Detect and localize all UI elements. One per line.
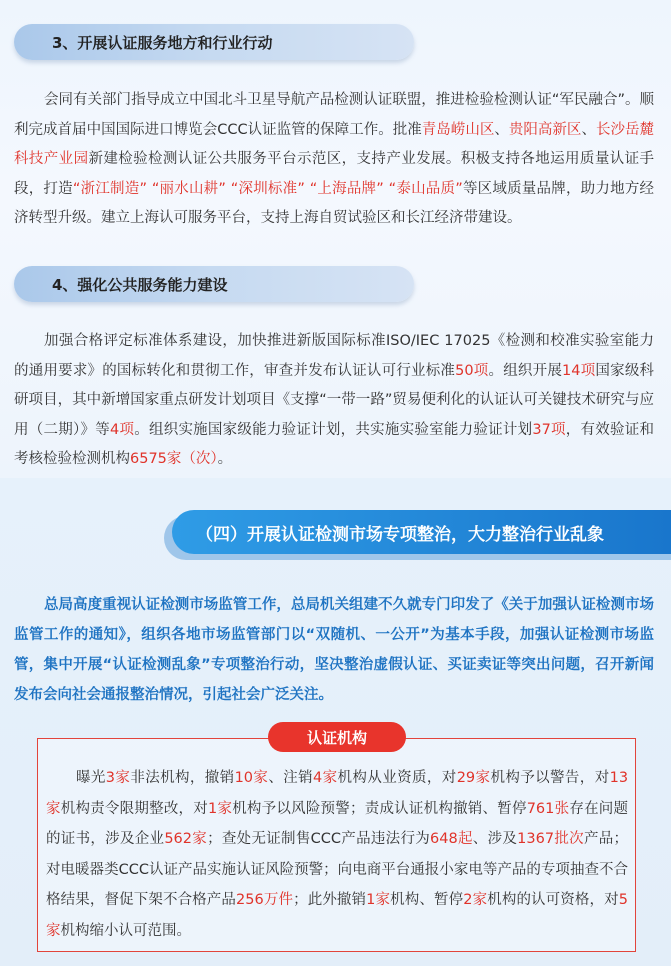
highlighted-figure: 长沙岳麓科技产业园 bbox=[14, 121, 655, 167]
highlighted-figure: 3家 bbox=[105, 770, 131, 786]
highlighted-figure: 50项 bbox=[455, 362, 489, 379]
text-segment: 、 bbox=[494, 121, 509, 138]
highlighted-figure: “上海品牌” bbox=[309, 180, 384, 197]
highlighted-figure: “浙江制造” bbox=[72, 180, 147, 197]
highlighted-figure: 13家 bbox=[46, 770, 629, 817]
cert-body-paragraph bbox=[46, 763, 628, 946]
highlighted-figure: 648起 bbox=[430, 831, 473, 847]
highlighted-figure: 4项 bbox=[109, 421, 135, 438]
text-segment: 、注销 bbox=[268, 770, 314, 786]
text-segment: 。 bbox=[217, 451, 233, 467]
section-3-title: 3、开展认证服务地方和行业行动 bbox=[52, 34, 273, 52]
section-4-paragraph bbox=[14, 327, 654, 475]
highlighted-figure: 10家 bbox=[234, 770, 269, 786]
highlighted-figure: 29家 bbox=[456, 770, 491, 786]
text-segment: 会同有关部门指导成立中国北斗卫星导航产品检测认证联盟，推进检验检测认证“军民融合”。顺利完成首届中国国际进口博览会CCC认证监管的保障工作。批准 bbox=[14, 92, 654, 138]
highlighted-figure: 2家 bbox=[463, 892, 488, 908]
highlighted-figure: 256万件 bbox=[236, 892, 294, 908]
highlighted-figure: 青岛崂山区 bbox=[421, 121, 495, 138]
text-segment: 等区域质量品牌，助力地方经济转型升级。建立上海认可服务平台，支持上海自贸试验区和长江经济带建设。 bbox=[14, 180, 655, 226]
text-segment: 。组织开展 bbox=[488, 362, 563, 379]
cert-body-label-text: 认证机构 bbox=[306, 729, 367, 747]
text-segment: 机构从业资质，对 bbox=[337, 770, 457, 786]
text-segment: 、 bbox=[581, 121, 596, 138]
highlighted-figure: 6575家（次） bbox=[130, 451, 218, 467]
part-4-intro: 总局高度重视认证检测市场监管工作，总局机关组建不久就专门印发了《关于加强认证检测市场监管工作的通知》，组织各地市场监管部门以“双随机、一公开”为基本手段，加强认证检测市场监管，集中开展“认证检测乱象”专项整治行动，坚决整治虚假认证、买证卖证等突出问题，召开新闻发布会向社会通报整治情况，引起社会广泛关注。 bbox=[14, 597, 654, 703]
highlighted-figure: 1家 bbox=[208, 800, 233, 817]
cert-body-label bbox=[268, 722, 406, 752]
highlighted-figure: 761张 bbox=[526, 800, 570, 817]
text-segment: 新建检验检测认证公共服务平台示范区，支持产业发展。积极支持各地运用质量认证手段，打造 bbox=[14, 151, 655, 197]
text-segment: ，有效验证和考核检验检测机构 bbox=[14, 421, 655, 467]
text-segment: 机构责令限期整改，对 bbox=[60, 800, 208, 817]
text-segment: 存在问题的证书，涉及企业 bbox=[46, 800, 629, 847]
text-segment: 、涉及 bbox=[472, 831, 518, 847]
text-segment: 。组织实施国家级能力验证计划，共实施实验室能力验证计划 bbox=[134, 421, 533, 438]
text-segment: 非法机构，撤销 bbox=[130, 770, 235, 786]
highlighted-figure: 4家 bbox=[313, 770, 338, 786]
text-segment: ；此外撤销 bbox=[293, 892, 367, 908]
highlighted-figure: 贵阳高新区 bbox=[508, 121, 582, 138]
highlighted-figure: 1家 bbox=[366, 892, 391, 908]
text-segment: ；查处无证制售CCC产品违法行为 bbox=[207, 831, 431, 847]
part-4-band bbox=[172, 510, 671, 554]
highlighted-figure: 562家 bbox=[164, 831, 208, 847]
text-segment: 产品；对电暖器类CCC认证产品实施认证风险预警；向电商平台通报小家电等产品的专项抽查不合格结果，督促下架不合格产品 bbox=[46, 831, 629, 908]
part-4-title: （四）开展认证检测市场专项整治，大力整治行业乱象 bbox=[196, 525, 604, 545]
highlighted-figure: 1367批次 bbox=[517, 831, 584, 847]
text-segment: 机构予以警告，对 bbox=[490, 770, 610, 786]
highlighted-figure: 5家 bbox=[46, 892, 629, 939]
text-segment: 机构予以风险预警；责成认证机构撤销、暂停 bbox=[232, 800, 527, 817]
text-segment: 机构、暂停 bbox=[390, 892, 464, 908]
text-segment: 国家级科研项目，其中新增国家重点研发计划项目《支撑“一带一路”贸易便利化的认证认可关键技术研究与应用（二期）》等 bbox=[14, 362, 655, 438]
section-3-header bbox=[14, 24, 414, 60]
text-segment: 曝光 bbox=[76, 770, 106, 786]
text-segment: 机构的认可资格，对 bbox=[487, 892, 619, 908]
section-4-header bbox=[14, 266, 414, 302]
highlighted-figure: “深圳标准” bbox=[230, 180, 305, 197]
text-segment: 机构缩小认可范围。 bbox=[60, 922, 191, 939]
highlighted-figure: “泰山品质” bbox=[388, 180, 463, 197]
section-4-title: 4、强化公共服务能力建设 bbox=[52, 276, 228, 294]
highlighted-figure: 37项 bbox=[532, 421, 566, 438]
highlighted-figure: 14项 bbox=[562, 362, 596, 379]
section-3-paragraph bbox=[14, 86, 654, 234]
text-segment: 加强合格评定标准体系建设，加快推进新版国际标准ISO/IEC 17025《检测和校准实验室能力的通用要求》的国标转化和贯彻工作，审查并发布认证认可行业标准 bbox=[14, 333, 654, 379]
highlighted-figure: “丽水山耕” bbox=[151, 180, 226, 197]
